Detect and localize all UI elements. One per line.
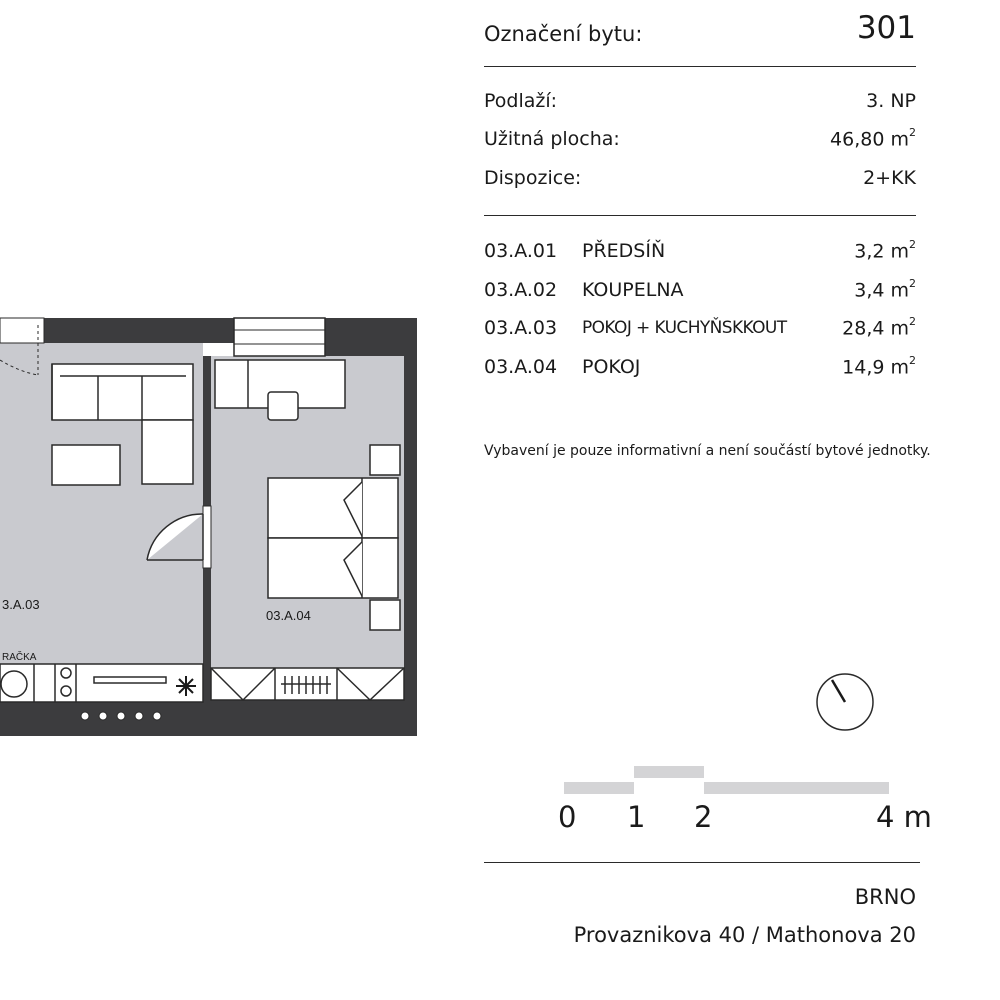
detail-label: Podlaží:	[484, 90, 558, 112]
room-area: 3,4 $m^2$	[854, 277, 916, 302]
furniture-note: Vybavení je pouze informativní a není součástí bytové jednotky.	[484, 443, 931, 459]
room-row	[484, 240, 916, 270]
scale-bar	[560, 760, 900, 800]
wall-top-left	[44, 318, 234, 343]
room-name: PŘEDSÍŇ	[582, 240, 666, 262]
room-name: KOUPELNA	[582, 279, 684, 301]
room-row	[484, 279, 916, 309]
wall-interior-low	[203, 568, 211, 700]
scale-label: 4 m	[876, 800, 932, 834]
wall-right	[404, 318, 417, 736]
divider	[484, 215, 916, 216]
room-name: POKOJ + KUCHYŇSKKOUT	[582, 318, 787, 338]
room-area: 28,4 $m^2$	[842, 315, 916, 340]
detail-row-area	[484, 128, 916, 158]
wall-bottom	[0, 700, 417, 736]
divider	[484, 862, 920, 863]
detail-value: 3. NP	[866, 90, 916, 112]
entry-frame	[0, 318, 44, 343]
apartment-title	[484, 6, 916, 56]
wardrobe	[211, 668, 404, 700]
apartment-label: Označení bytu:	[484, 22, 643, 46]
room-code: 03.A.01	[484, 240, 558, 262]
room-row	[484, 356, 916, 386]
detail-label: Užitná plocha:	[484, 128, 620, 150]
scale-label: 1	[627, 800, 646, 834]
plant-icon	[176, 676, 196, 696]
plan-label-room-04: 03.A.04	[266, 608, 311, 623]
room-code: 03.A.03	[484, 317, 558, 339]
plan-label-kitchen: RAČKA	[2, 652, 37, 663]
wall-interior	[203, 356, 211, 506]
room-name: POKOJ	[582, 356, 641, 378]
scale-label: 2	[694, 800, 713, 834]
detail-value: 46,80 $m^2$	[830, 126, 916, 151]
coffee-table	[52, 445, 120, 485]
detail-value: 2+KK	[863, 167, 916, 189]
apartment-number: 301	[856, 10, 916, 46]
room-area: 3,2 $m^2$	[854, 238, 916, 263]
detail-row-layout	[484, 167, 916, 197]
room-area: 14,9 $m^2$	[842, 354, 916, 379]
wall-top-right	[325, 318, 417, 356]
divider	[484, 66, 916, 67]
plan-label-room-03: 3.A.03	[2, 597, 40, 612]
kitchen-counter	[0, 664, 203, 702]
detail-row-floor	[484, 90, 916, 120]
room-code: 03.A.02	[484, 279, 558, 301]
address: Provaznikova 40 / Mathonova 20	[573, 923, 916, 947]
scale-label: 0	[558, 800, 577, 834]
room-code: 03.A.04	[484, 356, 558, 378]
room-row	[484, 317, 916, 347]
window-top	[234, 318, 325, 356]
detail-label: Dispozice:	[484, 167, 582, 189]
floor-plan	[0, 0, 420, 740]
city: BRNO	[854, 885, 916, 909]
north-arrow-icon	[812, 670, 878, 736]
